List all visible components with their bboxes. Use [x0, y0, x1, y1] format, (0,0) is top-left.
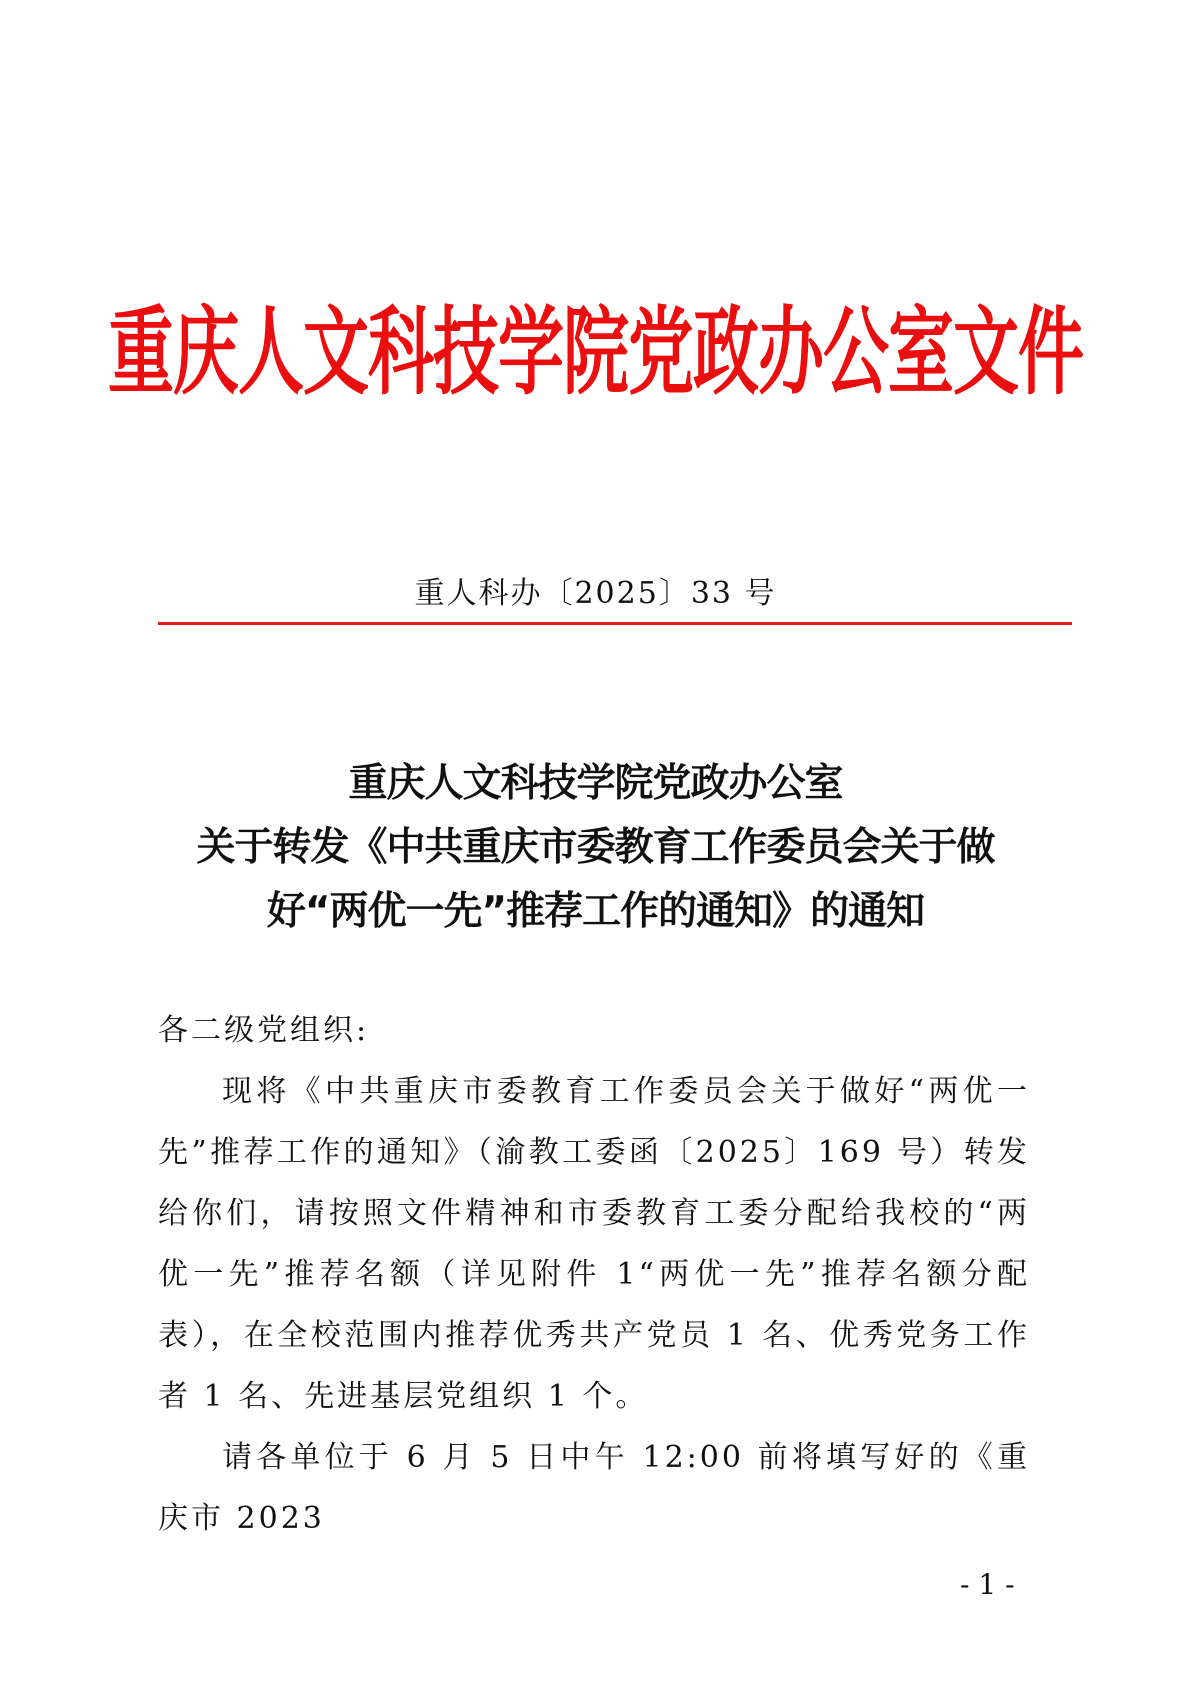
red-divider-line	[158, 622, 1072, 625]
title-line-1: 重庆人文科技学院党政办公室	[348, 761, 843, 806]
title-line-3: 好“两优一先”推荐工作的通知》的通知	[266, 889, 925, 934]
body-paragraph-2: 请各单位于 6 月 5 日中午 12:00 前将填写好的《重庆市 2023	[158, 1440, 1030, 1536]
body-paragraph-1: 现将《中共重庆市委教育工作委员会关于做好“两优一先”推荐工作的通知》（渝教工委函〔2025〕169 号）转发给你们，请按照文件精神和市委教育工委分配给我校的“两优一先”推荐名额（详见附件 1“两优一先”推荐名额分配表），在全校范围内推荐优秀共产党员 1 名、优秀党务工作者 1 名、先进基层党组织 1 个。	[158, 1074, 1030, 1414]
page-number: - 1 -	[960, 1568, 1015, 1601]
title-line-2: 关于转发《中共重庆市委教育工作委员会关于做	[196, 825, 995, 870]
document-title	[120, 752, 1071, 944]
document-body	[158, 1000, 1030, 1549]
salutation: 各二级党组织:	[158, 1013, 370, 1048]
document-number: 重人科办〔2025〕33 号	[414, 576, 777, 611]
document-masthead: 重庆人文科技学院党政办公室文件	[108, 295, 1083, 408]
